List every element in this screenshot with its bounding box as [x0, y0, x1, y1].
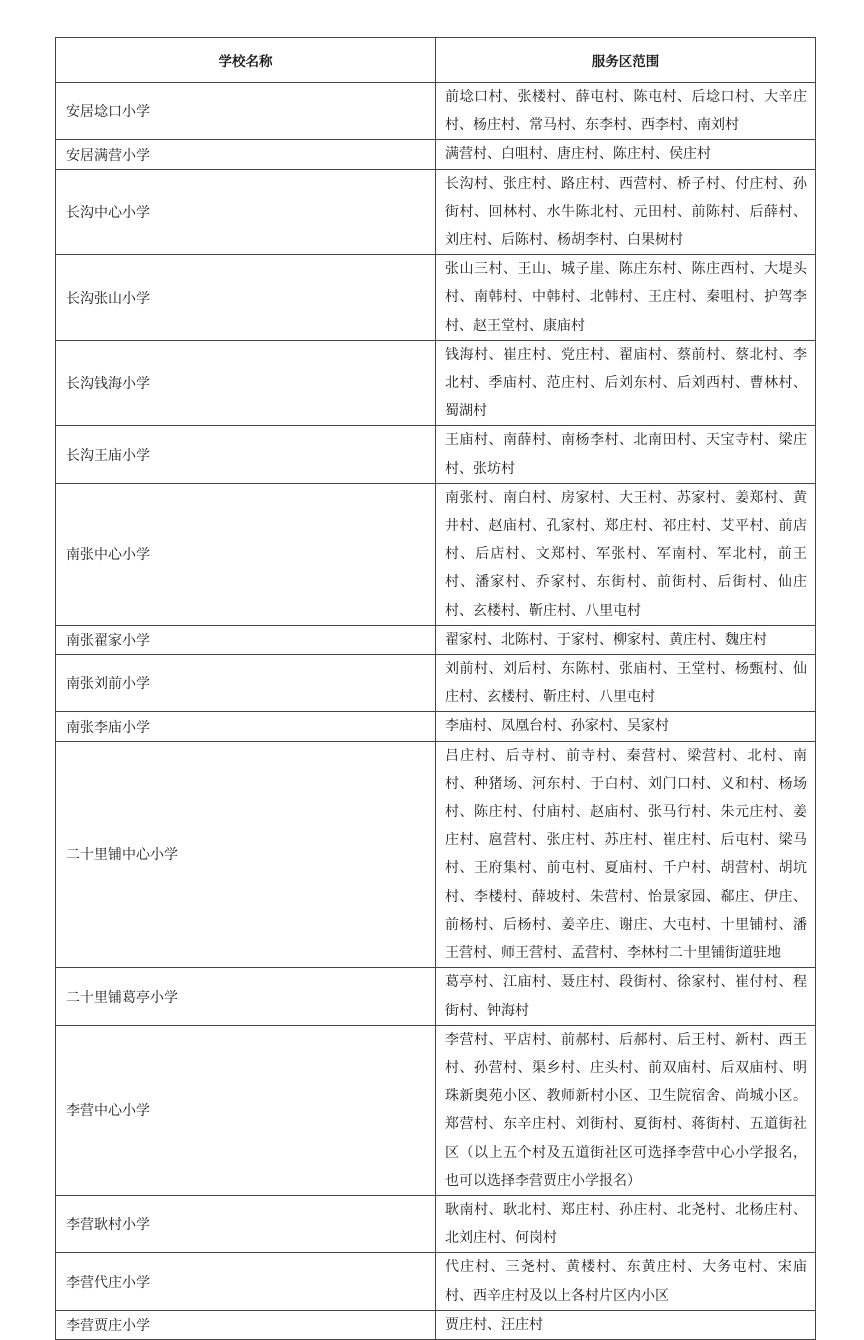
school-name: 南张翟家小学	[56, 625, 436, 654]
school-name: 二十里铺中心小学	[56, 741, 436, 968]
service-area: 满营村、白咀村、唐庄村、陈庄村、侯庄村	[436, 140, 816, 169]
service-area: 前埝口村、张楼村、薛屯村、陈屯村、后埝口村、大辛庄村、杨庄村、常马村、东李村、西李村、南刘村	[436, 83, 816, 140]
school-name: 长沟中心小学	[56, 169, 436, 255]
table-row	[56, 140, 816, 169]
school-name: 南张李庙小学	[56, 712, 436, 741]
service-area: 耿南村、耿北村、郑庄村、孙庄村、北尧村、北杨庄村、北刘庄村、何岗村	[436, 1195, 816, 1252]
service-area: 贾庄村、汪庄村	[436, 1310, 816, 1339]
service-area: 代庄村、三尧村、黄楼村、东黄庄村、大务屯村、宋庙村、西辛庄村及以上各村片区内小区	[436, 1253, 816, 1310]
school-name: 南张中心小学	[56, 483, 436, 625]
service-area: 长沟村、张庄村、路庄村、西营村、桥子村、付庄村、孙街村、回林村、水牛陈北村、元田村、前陈村、后薛村、刘庄村、后陈村、杨胡李村、白果树村	[436, 169, 816, 255]
table-row	[56, 1195, 816, 1252]
service-area: 翟家村、北陈村、于家村、柳家村、黄庄村、魏庄村	[436, 625, 816, 654]
table-row	[56, 426, 816, 483]
school-name: 二十里铺葛亭小学	[56, 968, 436, 1025]
service-area: 刘前村、刘后村、东陈村、张庙村、王堂村、杨甄村、仙庄村、玄楼村、靳庄村、八里屯村	[436, 655, 816, 712]
service-area: 钱海村、崔庄村、党庄村、翟庙村、蔡前村、蔡北村、李北村、季庙村、范庄村、后刘东村、后刘西村、曹林村、蜀湖村	[436, 340, 816, 426]
header-school: 学校名称	[56, 38, 436, 83]
table-row	[56, 340, 816, 426]
school-name: 安居埝口小学	[56, 83, 436, 140]
table-row	[56, 968, 816, 1025]
table-row	[56, 169, 816, 255]
table-row	[56, 712, 816, 741]
service-area: 南张村、南白村、房家村、大王村、苏家村、姜郑村、黄井村、赵庙村、孔家村、郑庄村、祁庄村、艾平村、前店村、后店村、文郑村、军张村、军南村、军北村，前王村、潘家村、乔家村、东街村、前街村、后街村、仙庄村、玄楼村、靳庄村、八里屯村	[436, 483, 816, 625]
table-row	[56, 655, 816, 712]
service-area: 李庙村、凤凰台村、孙家村、吴家村	[436, 712, 816, 741]
school-name: 安居满营小学	[56, 140, 436, 169]
service-area: 王庙村、南薛村、南杨李村、北南田村、天宝寺村、梁庄村、张坊村	[436, 426, 816, 483]
school-name: 长沟张山小学	[56, 255, 436, 341]
school-name: 李营贾庄小学	[56, 1310, 436, 1339]
table-row	[56, 741, 816, 968]
table-row	[56, 83, 816, 140]
service-area: 葛亭村、江庙村、聂庄村、段街村、徐家村、崔付村、程街村、钟海村	[436, 968, 816, 1025]
table-row	[56, 1253, 816, 1310]
school-name: 李营中心小学	[56, 1025, 436, 1195]
header-area: 服务区范围	[436, 38, 816, 83]
header-row	[56, 38, 816, 83]
table-row	[56, 483, 816, 625]
service-area: 张山三村、王山、城子崖、陈庄东村、陈庄西村、大堤头村、南韩村、中韩村、北韩村、王庄村、秦咀村、护驾李村、赵王堂村、康庙村	[436, 255, 816, 341]
table-row	[56, 1310, 816, 1339]
service-area: 吕庄村、后寺村、前寺村、秦营村、梁营村、北村、南村、种猪场、河东村、于白村、刘门口村、义和村、杨场村、陈庄村、付庙村、赵庙村、张马行村、朱元庄村、姜庄村、扈营村、张庄村、苏庄村、崔庄村、后屯村、梁马村、王府集村、前屯村、夏庙村、千户村、胡营村、胡坑村、李楼村、薛坡村、朱营村、怡景家园、郗庄、伊庄、前杨村、后杨村、姜辛庄、谢庄、大屯村、十里铺村、潘王营村、师王营村、孟营村、李林村二十里铺街道驻地	[436, 741, 816, 968]
school-name: 长沟王庙小学	[56, 426, 436, 483]
table-row	[56, 625, 816, 654]
school-district-table	[55, 37, 816, 1340]
school-name: 南张刘前小学	[56, 655, 436, 712]
school-name: 李营耿村小学	[56, 1195, 436, 1252]
school-name: 李营代庄小学	[56, 1253, 436, 1310]
table-row	[56, 1025, 816, 1195]
service-area: 李营村、平店村、前郝村、后郝村、后王村、新村、西王村、孙营村、渠乡村、庄头村、前双庙村、后双庙村、明珠新奥苑小区、教师新村小区、卫生院宿舍、尚城小区。郑营村、东辛庄村、刘街村、夏街村、蒋街村、五道街社区（以上五个村及五道街社区可选择李营中心小学报名，也可以选择李营贾庄小学报名）	[436, 1025, 816, 1195]
table-row	[56, 255, 816, 341]
school-name: 长沟钱海小学	[56, 340, 436, 426]
